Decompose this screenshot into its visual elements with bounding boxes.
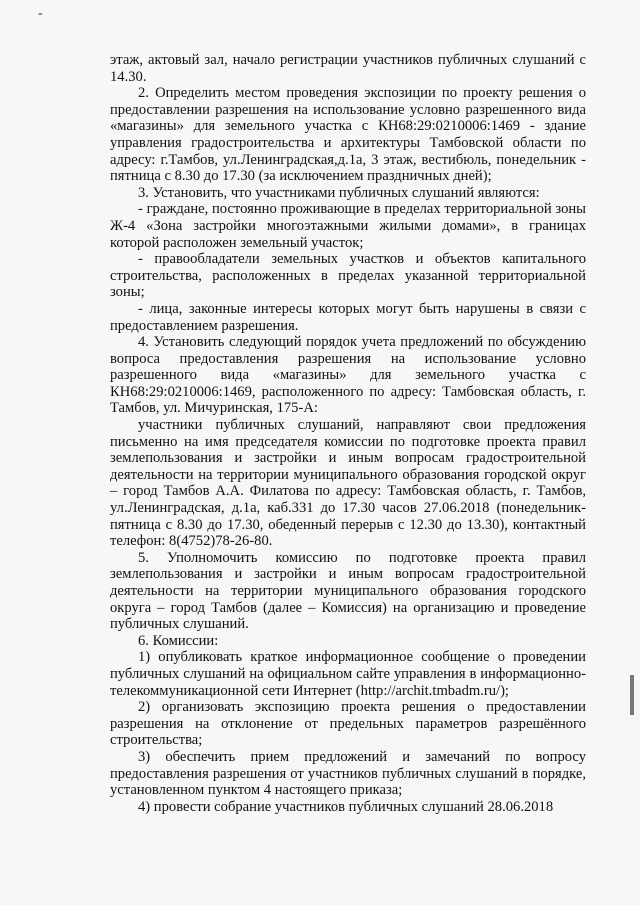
participants-bullet-persons: - лица, законные интересы которых могут быть нарушены в связи с предоставлением разрешения.: [110, 300, 586, 334]
paragraph-item-6: 6. Комиссии:: [138, 632, 219, 649]
subitem-4: 4) провести собрание участников публичных слушаний 28.06.2018: [138, 798, 554, 815]
participants-bullet-owners: - правообладатели земельных участков и объектов капитального строительства, расположенных в пределах указанной территориальной зоны;: [110, 251, 586, 301]
paragraph-item-2: 2. Определить местом проведения экспозиции по проекту решения о предоставлении разрешения на использование условно разрешенного вида «магазины» для земельного участка с КН68:29:0210006:1469 - здание управления градостроительства и архитектуры Тамбовской области по адресу: г.Тамбов, ул.Ленинградская,д.1а, 3 этаж, вестибюль, понедельник - пятница с 8.30 до 17.30 (за исключением праздничных дней);: [110, 85, 586, 185]
paragraph-item-3: 3. Установить, что участниками публичных слушаний являются:: [138, 184, 540, 201]
paragraph-proposals: участники публичных слушаний, направляют свои предложения письменно на имя председателя комиссии по подготовке проекта правил землепользования и застройки и иным вопросам градостроительной деятельности на территории муниципального образования городской округ – город Тамбов А.А. Филатова по адресу: Тамбовская область, г. Тамбов, ул.Ленинградская, д.1а, каб.331 до 17.30 часов 27.06.2018 (понедельник-пятница с 8.30 до 17.30, обеденный перерыв с 12.30 до 13.30), контактный телефон: 8(4752)78-26-80.: [110, 417, 586, 550]
scan-edge-mark: [630, 675, 634, 715]
document-body: [110, 52, 586, 815]
paragraph-continuation: этаж, актовый зал, начало регистрации участников публичных слушаний с 14.30.: [110, 52, 586, 85]
page-mark: -: [38, 6, 43, 21]
paragraph-item-5: 5. Уполномочить комиссию по подготовке проекта правил землепользования и застройки и иным вопросам градостроительной деятельности на территории муниципального образования городского округа – город Тамбов (далее – Комиссия) на организацию и проведение публичных слушаний.: [110, 549, 586, 633]
paragraph-item-4: 4. Установить следующий порядок учета предложений по обсуждению вопроса предоставления разрешения на использование условно разрешенного вида «магазины» для земельного участка с КН68:29:0210006:1469, расположенного по адресу: Тамбовская область, г. Тамбов, ул. Мичуринская, 175-А:: [110, 334, 586, 417]
subitem-2: 2) организовать экспозицию проекта решения о предоставлении разрешения на отклонение от предельных параметров разрешённого строительства;: [110, 699, 586, 749]
subitem-1: 1) опубликовать краткое информационное сообщение о проведении публичных слушаний на официальном сайте управления в информационно-телекоммуникационной сети Интернет (http://archit.tmbadm.ru/);: [110, 649, 586, 699]
subitem-3: 3) обеспечить прием предложений и замечаний по вопросу предоставления разрешения от участников публичных слушаний в порядке, установленном пунктом 4 настоящего приказа;: [110, 748, 586, 799]
participants-bullet-citizens: - граждане, постоянно проживающие в пределах территориальной зоны Ж-4 «Зона застройки многоэтажными жилыми домами», в границах которой расположен земельный участок;: [110, 201, 586, 251]
